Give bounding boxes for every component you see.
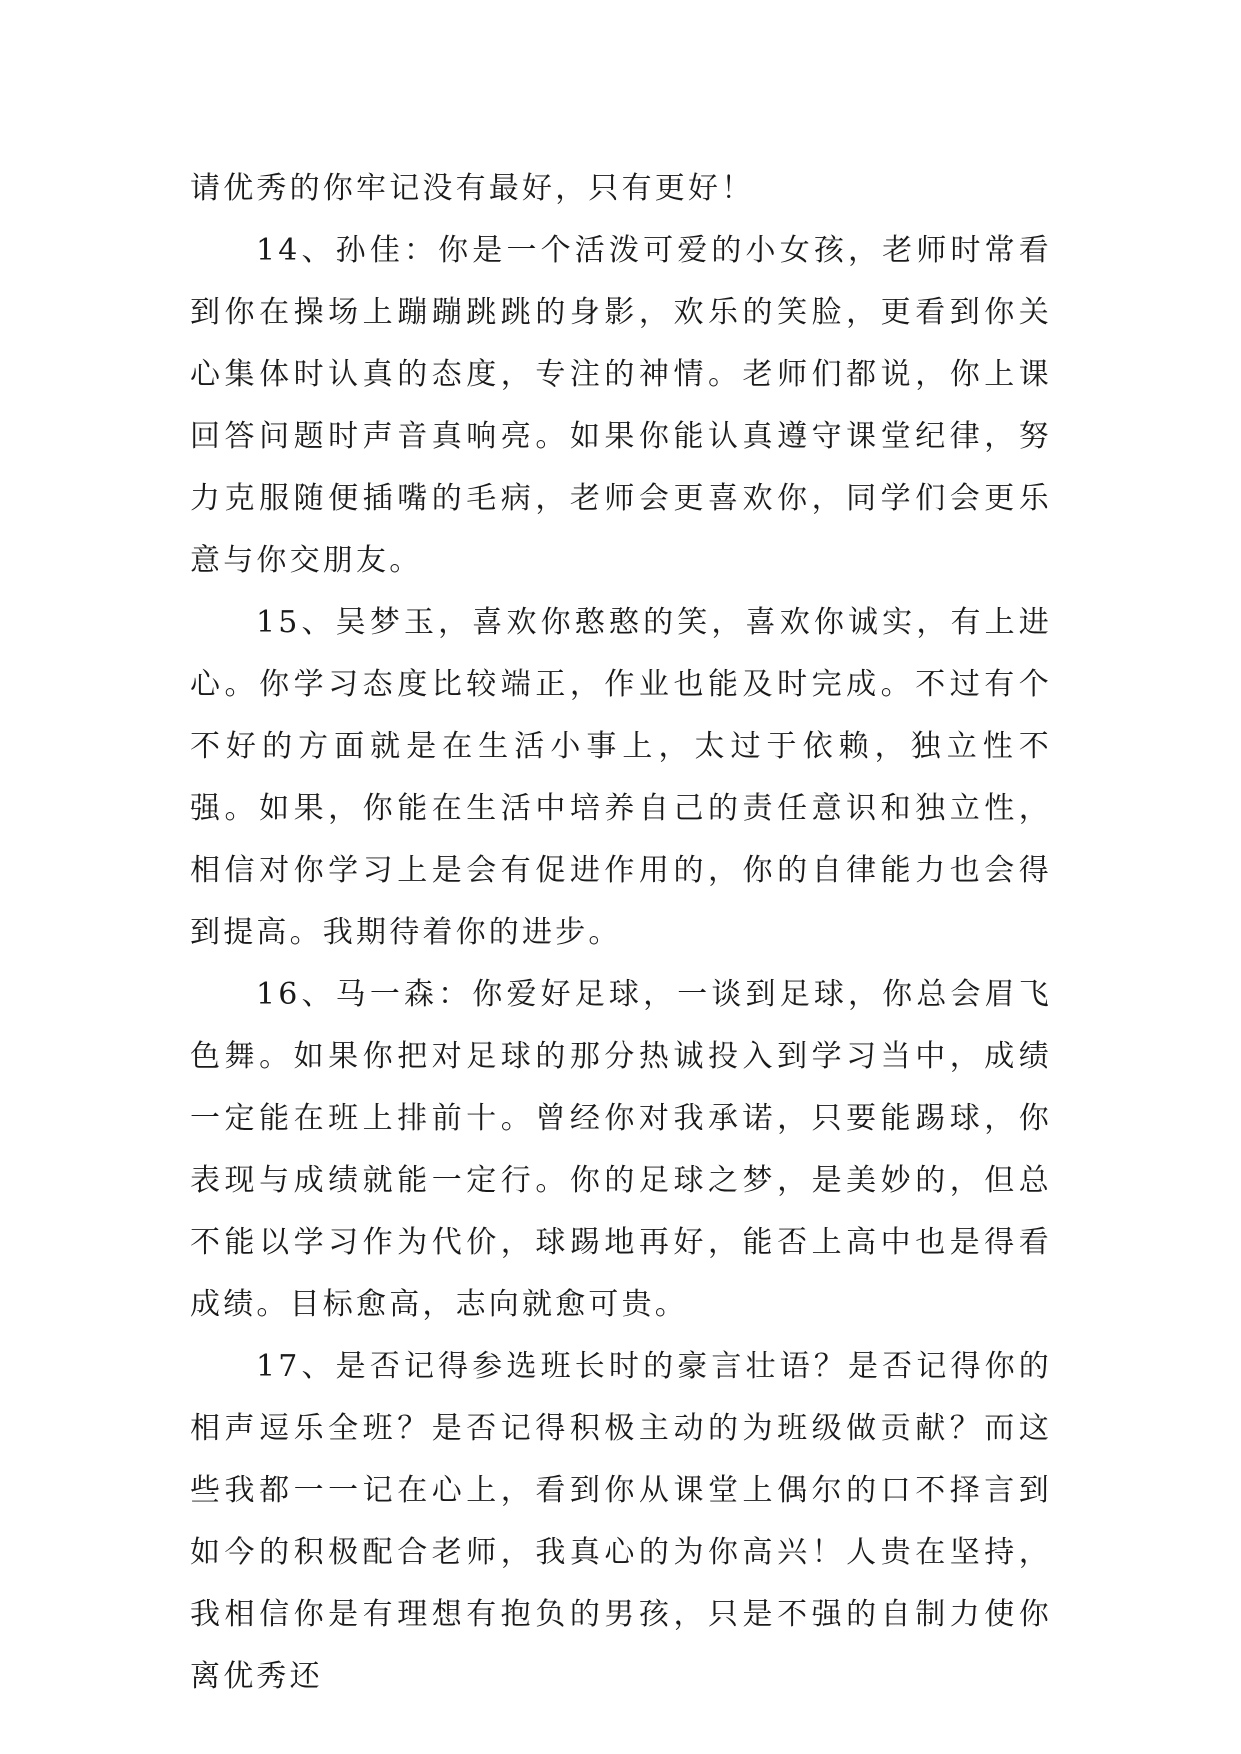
paragraph-continuation: 请优秀的你牢记没有最好，只有更好！ (190, 171, 755, 206)
paragraph-comment-15: 15、吴梦玉，喜欢你憨憨的笑，喜欢你诚实，有上进心。你学习态度比较端正，作业也能及时完成。不过有个不好的方面就是在生活小事上，太过于依赖，独立性不强。如果，你能在生活中培养自己的责任意识和独立性，相信对你学习上是会有促进作用的，你的自律能力也会得到提高。我期待着你的进步。 (190, 605, 1052, 950)
document-page (190, 158, 1052, 1708)
paragraph-comment-17: 17、是否记得参选班长时的豪言壮语？是否记得你的相声逗乐全班？是否记得积极主动的为班级做贡献？而这些我都一一记在心上，看到你从课堂上偶尔的口不择言到如今的积极配合老师，我真心的为你高兴！人贵在坚持，我相信你是有理想有抱负的男孩，只是不强的自制力使你离优秀还 (190, 1349, 1052, 1694)
paragraph-comment-16: 16、马一森：你爱好足球，一谈到足球，你总会眉飞色舞。如果你把对足球的那分热诚投入到学习当中，成绩一定能在班上排前十。曾经你对我承诺，只要能踢球，你表现与成绩就能一定行。你的足球之梦，是美妙的，但总不能以学习作为代价，球踢地再好，能否上高中也是得看成绩。目标愈高，志向就愈可贵。 (190, 977, 1052, 1322)
paragraph-comment-14: 14、孙佳：你是一个活泼可爱的小女孩，老师时常看到你在操场上蹦蹦跳跳的身影，欢乐的笑脸，更看到你关心集体时认真的态度，专注的神情。老师们都说，你上课回答问题时声音真响亮。如果你能认真遵守课堂纪律，努力克服随便插嘴的毛病，老师会更喜欢你，同学们会更乐意与你交朋友。 (190, 233, 1052, 578)
